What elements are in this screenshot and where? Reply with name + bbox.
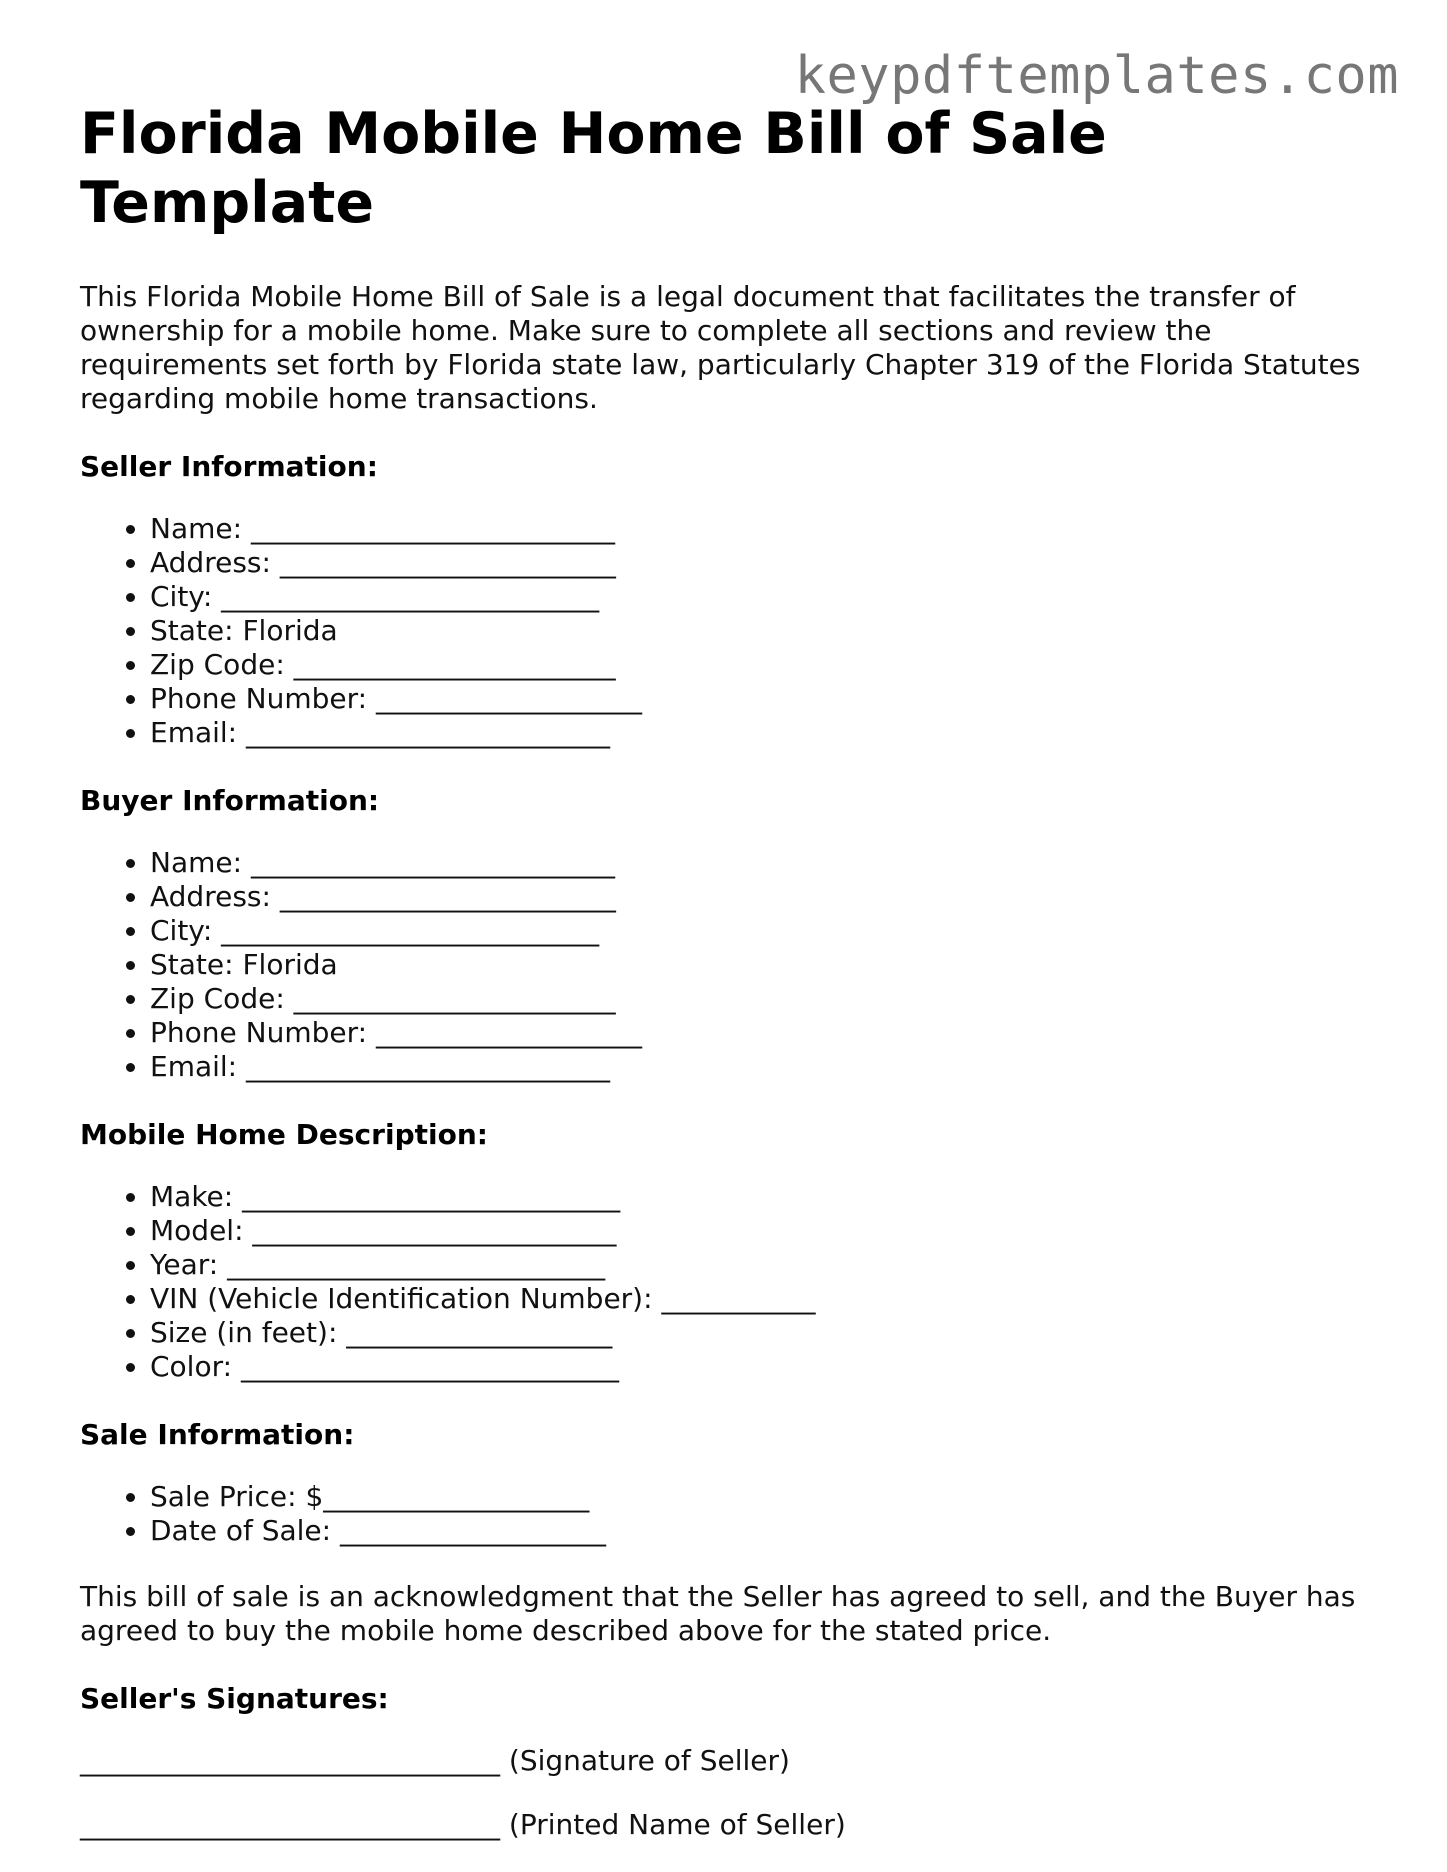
buyer-email-field: • Email: __________________________ [150,1050,1380,1084]
home-fields-list [80,1180,1380,1384]
buyer-phone-field: • Phone Number: ___________________ [150,1016,1380,1050]
acknowledgment-paragraph: This bill of sale is an acknowledgment that the Seller has agreed to sell, and the Buyer has agreed to buy the mobile home described above for the stated price. [80,1580,1356,1647]
buyer-fields-list [80,846,1380,1084]
seller-printed-name-line: ______________________________ (Printed Name of Seller) [80,1808,846,1841]
document-page [80,40,1380,1842]
seller-name-field: • Name: __________________________ [150,512,1380,546]
seller-email-field: • Email: __________________________ [150,716,1380,750]
home-model-field: • Model: __________________________ [150,1214,1380,1248]
buyer-name-field: • Name: __________________________ [150,846,1380,880]
buyer-section-heading: Buyer Information: [80,784,380,817]
watermark: keypdftemplates.com [794,46,1399,106]
seller-city-field: • City: ___________________________ [150,580,1380,614]
sale-section-heading: Sale Information: [80,1418,355,1451]
seller-zip-field: • Zip Code: _______________________ [150,648,1380,682]
home-make-field: • Make: ___________________________ [150,1180,1380,1214]
home-vin-field: • VIN (Vehicle Identification Number): ___________ [150,1282,1380,1316]
home-section-heading: Mobile Home Description: [80,1118,488,1151]
seller-phone-field: • Phone Number: ___________________ [150,682,1380,716]
home-color-field: • Color: ___________________________ [150,1350,1380,1384]
home-size-field: • Size (in feet): ___________________ [150,1316,1380,1350]
buyer-city-field: • City: ___________________________ [150,914,1380,948]
buyer-state-field: • State: Florida [150,948,1380,982]
sale-price-field: • Sale Price: $___________________ [150,1480,1380,1514]
signatures-section-heading: Seller's Signatures: [80,1682,389,1715]
seller-section-heading: Seller Information: [80,450,378,483]
seller-signature-line: ______________________________ (Signature of Seller) [80,1744,790,1777]
seller-fields-list [80,512,1380,750]
document-title: Florida Mobile Home Bill of Sale Template [80,101,1107,236]
sale-date-field: • Date of Sale: ___________________ [150,1514,1380,1548]
buyer-address-field: • Address: ________________________ [150,880,1380,914]
home-year-field: • Year: ___________________________ [150,1248,1380,1282]
seller-address-field: • Address: ________________________ [150,546,1380,580]
seller-state-field: • State: Florida [150,614,1380,648]
intro-paragraph: This Florida Mobile Home Bill of Sale is a legal document that facilitates the transfer of ownership for a mobile home. Make sure to complete all sections and review the requirements set forth by Florida state law, particularly Chapter 319 of the Florida Statutes regarding mobile home transactions. [80,280,1361,415]
sale-fields-list [80,1480,1380,1548]
buyer-zip-field: • Zip Code: _______________________ [150,982,1380,1016]
